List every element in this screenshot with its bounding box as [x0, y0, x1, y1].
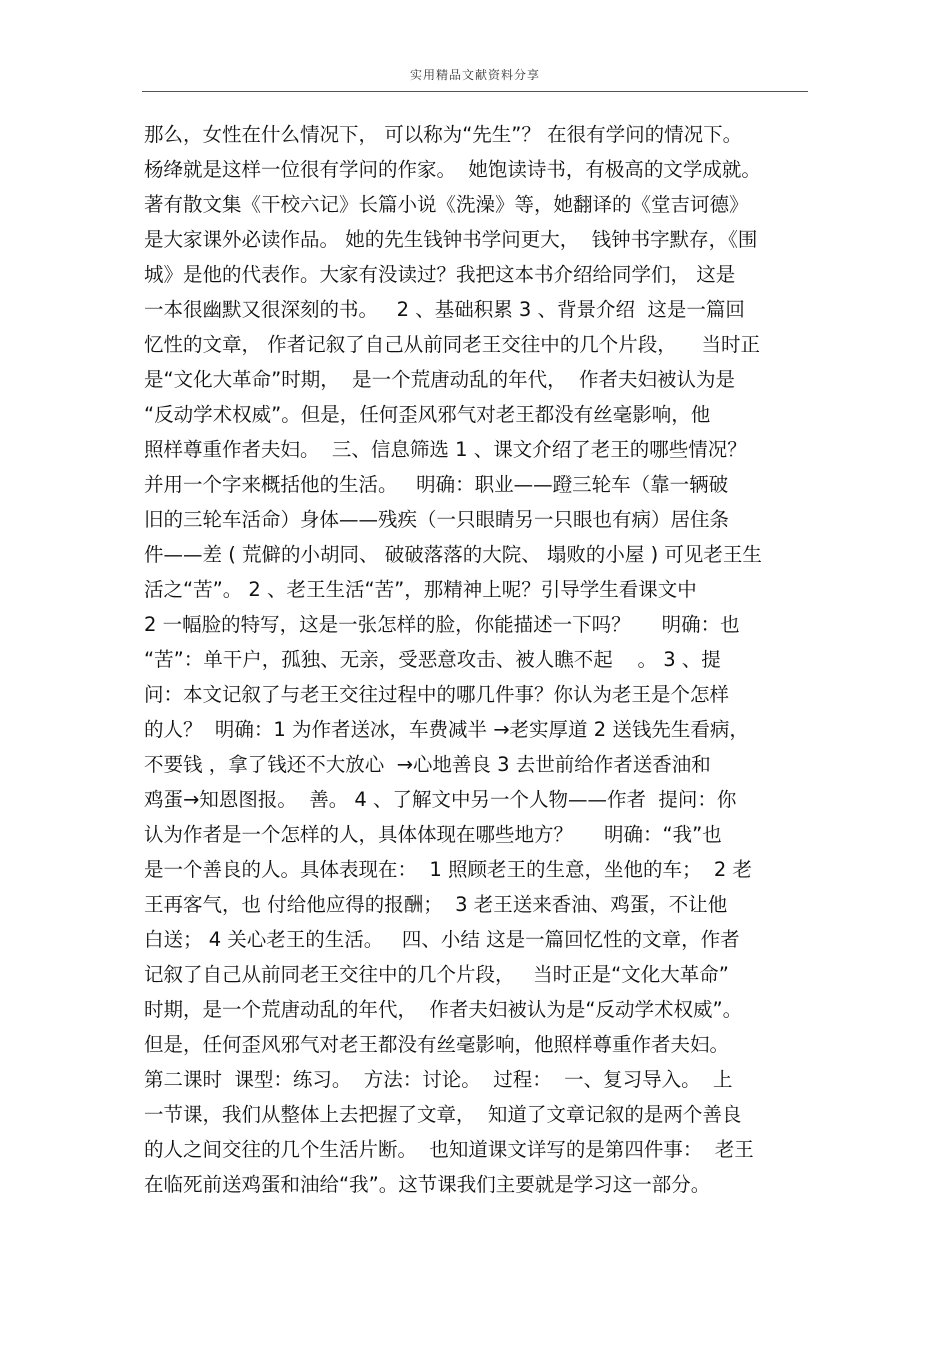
body-line: 的人？ 明确：1 为作者送冰，车费减半 →老实厚道 2 送钱先生看病，	[144, 718, 749, 741]
body-line: 时期，是一个荒唐动乱的年代， 作者夫妇被认为是“反动学术权威”。	[144, 998, 743, 1021]
body-line: 第二课时 课型：练习。 方法：讨论。 过程： 一、复习导入。 上	[144, 1068, 733, 1091]
body-line: 旧的三轮车活命）身体——残疾（一只眼睛另一只眼也有病）居住条	[144, 508, 730, 531]
body-line: 一节课，我们从整体上去把握了文章， 知道了文章记叙的是两个善良	[144, 1103, 742, 1126]
body-line: 在临死前送鸡蛋和油给“我”。这节课我们主要就是学习这一部分。	[144, 1173, 711, 1196]
body-line: 活之“苦”。 2 、老王生活“苦”，那精神上呢？引导学生看课文中	[144, 578, 697, 601]
body-line: 是大家课外必读作品。 她的先生钱钟书学问更大， 钱钟书字默存，《围	[144, 228, 758, 251]
body-line: 杨绛就是这样一位很有学问的作家。 她饱读诗书，有极高的文学成就。	[144, 158, 761, 181]
page-header-title: 实用精品文献资料分享	[409, 68, 540, 82]
header-divider	[142, 91, 808, 92]
body-line: 不要钱 ，拿了钱还不大放心 →心地善良 3 去世前给作者送香油和	[144, 753, 711, 776]
body-line: 是一个善良的人。具体表现在： 1 照顾老王的生意，坐他的车； 2 老	[144, 858, 753, 881]
body-line: 问：本文记叙了与老王交往过程中的哪几件事？你认为老王是个怎样	[144, 683, 730, 706]
body-line: 王再客气，也 付给他应得的报酬； 3 老王送来香油、鸡蛋，不让他	[144, 893, 728, 916]
document-body	[144, 117, 814, 1202]
body-line: 记叙了自己从前同老王交往中的几个片段， 当时正是“文化大革命”	[144, 963, 729, 986]
body-line: 但是，任何歪风邪气对老王都没有丝毫影响，他照样尊重作者夫妇。	[144, 1033, 730, 1056]
body-line: 2 一幅脸的特写，这是一张怎样的脸，你能描述一下吗？ 明确：也	[144, 613, 740, 636]
body-line: 认为作者是一个怎样的人，具体体现在哪些地方？ 明确：“我”也	[144, 823, 722, 846]
body-line: “反动学术权威”。但是，任何歪风邪气对老王都没有丝毫影响，他	[144, 403, 711, 426]
body-line: 照样尊重作者夫妇。 三、信息筛选 1 、课文介绍了老王的哪些情况？	[144, 438, 747, 461]
body-line: 鸡蛋→知恩图报。 善。 4 、了解文中另一个人物——作者 提问：你	[144, 788, 737, 811]
body-line: “苦”：单干户，孤独、无亲，受恶意攻击、被人瞧不起 。 3 、提	[144, 648, 721, 671]
body-line: 那么，女性在什么情况下， 可以称为“先生”？ 在很有学问的情况下。	[144, 123, 743, 146]
body-line: 忆性的文章， 作者记叙了自己从前同老王交往中的几个片段， 当时正	[144, 333, 760, 356]
body-line: 著有散文集《干校六记》长篇小说《洗澡》等，她翻译的《堂吉诃德》	[144, 193, 749, 216]
body-line: 件——差 ( 荒僻的小胡同、 破破落落的大院、 塌败的小屋 ) 可见老王生	[144, 543, 762, 566]
body-line: 白送； 4 关心老王的生活。 四、小结 这是一篇回忆性的文章，作者	[144, 928, 740, 951]
body-line: 并用一个字来概括他的生活。 明确：职业——蹬三轮车（靠一辆破	[144, 473, 729, 496]
body-line: 城》是他的代表作。大家有没读过？我把这本书介绍给同学们， 这是	[144, 263, 736, 286]
body-line: 是“文化大革命”时期， 是一个荒唐动乱的年代， 作者夫妇被认为是	[144, 368, 735, 391]
body-line: 一本很幽默又很深刻的书。 2 、基础积累 3 、背景介绍 这是一篇回	[144, 298, 745, 321]
body-line: 的人之间交往的几个生活片断。 也知道课文详写的是第四件事： 老王	[144, 1138, 754, 1161]
